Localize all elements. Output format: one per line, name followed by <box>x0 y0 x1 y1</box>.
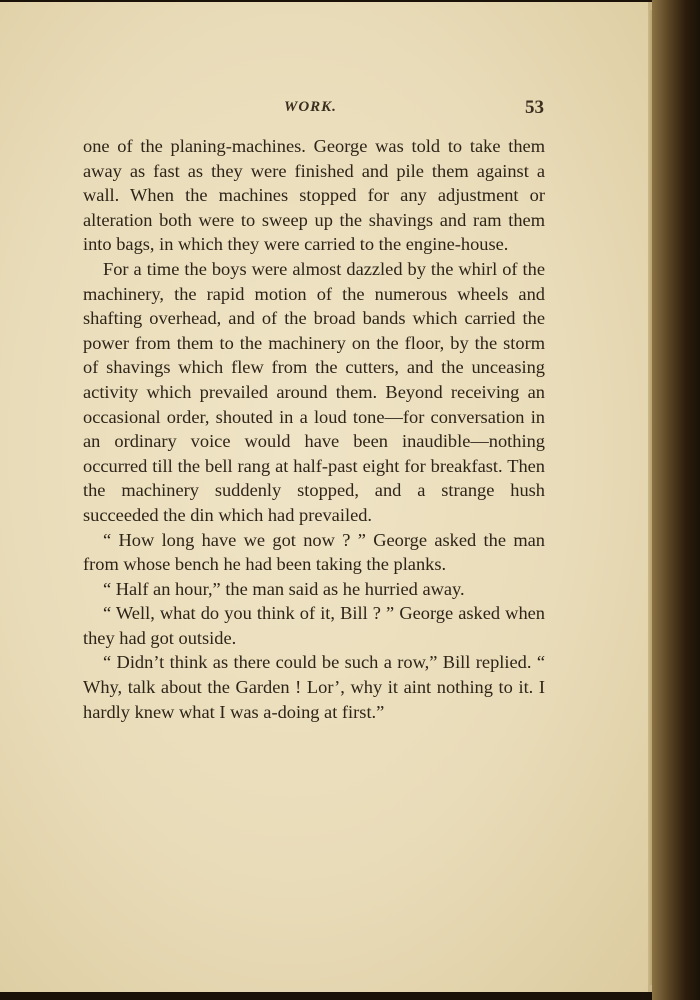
paragraph-dialogue-1: “ How long have we got now ? ” George asked the man from whose bench he had been taking the planks. <box>83 529 545 575</box>
paragraph-machinery: For a time the boys were almost dazzled by the whirl of the machinery, the rapid motion of the numerous wheels and shafting overhead, and of the broad bands which carried the power from them to the machinery on the floor, by the storm of shavings which flew from the cutters, and the unceasing activity which prevailed around them. Beyond receiving an occasional order, shouted in a loud tone—for conversation in an ordinary voice would have been inaudible—nothing occurred till the bell rang at half-past eight for breakfast. Then the machinery suddenly stopped, and a strange hush succeeded the din which had prevailed. <box>83 258 545 525</box>
paragraph-dialogue-4: “ Didn’t think as there could be such a row,” Bill replied. “ Why, talk about the Garden ! Lor’, why it aint nothing to it. I hardly knew what I was a-doing at first.” <box>83 652 545 722</box>
running-title: WORK. <box>284 99 337 115</box>
body-text <box>83 134 545 724</box>
paragraph-dialogue-2: “ Half an hour,” the man said as he hurried away. <box>103 578 465 599</box>
page-header <box>86 97 544 127</box>
page-number: 53 <box>525 97 544 118</box>
paragraph-dialogue-3: “ Well, what do you think of it, Bill ? ” George asked when they had got outside. <box>83 603 545 648</box>
book-page <box>0 2 652 992</box>
paragraph-continued: one of the planing-machines. George was told to take them away as fast as they were finished and pile them against a wall. When the machines stopped for any adjustment or alteration both were to sweep up the shavings and ram them into bags, in which they were carried to the engine-house. <box>83 136 545 255</box>
book-spine-edge <box>652 0 700 1000</box>
